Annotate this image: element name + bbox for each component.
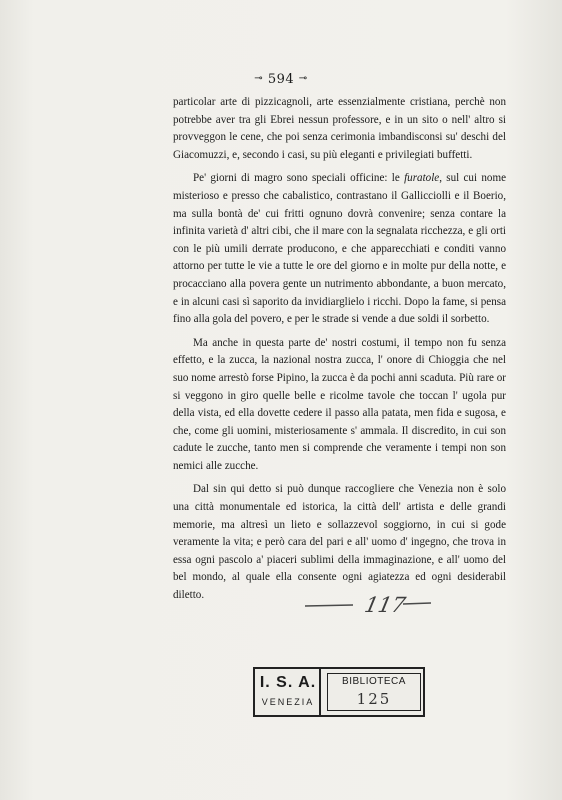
stamp-institute: I. S. A. <box>259 674 317 691</box>
handwritten-dash-left <box>305 605 353 606</box>
italic-term: furatole <box>404 172 440 185</box>
stamp-right-panel <box>327 673 421 711</box>
page-number <box>0 72 562 87</box>
stamp-library: BIBLIOTECA <box>342 676 406 687</box>
text-run: Pe' giorni di magro sono speciali officine: le <box>193 172 405 185</box>
page-number-value: 594 <box>267 72 295 87</box>
stamp-city: VENEZIA <box>261 697 315 707</box>
stamp-left-panel <box>255 669 321 715</box>
handwritten-number: 117 <box>362 593 408 617</box>
paragraph <box>173 94 506 164</box>
ornament-left: ⊸ <box>254 73 264 84</box>
paragraph <box>173 481 506 604</box>
stamp-number: 125 <box>356 690 392 708</box>
text-run: particolar arte di pizzicagnoli, arte essenzialmente cristiana, perchè non potrebbe aver tra gli Ebrei nessun professore, e in un sito o nell' altro si provveggon le cene, che poi senza cerimonia imbandisconsi su' deschi del Giacomuzzi, e, secondo i casi, su più eleganti e privilegiati buffetti. <box>173 96 506 161</box>
paragraph <box>173 170 506 328</box>
text-run: Ma anche in questa parte de' nostri costumi, il tempo non fu senza effetto, e la zucca, la nazional nostra zucca, l' onore di Chioggia che nel suo nome arrestò forse Pipino, la zucca è da pochi anni scaduta. Più rare or si veggono in giro quelle belle e ricolme tavole che toccan l' ugola pur della vista, ed ella dovette cedere il passo alla patata, men fida e sugosa, e che, come gli uomini, misteriosamente s' ammala. Il discredito, in cui son cadute le zucche, tanto men si comprende che veramente i tempi non son nemici alle zucche. <box>173 336 506 472</box>
text-run: , sul cui nome misterioso e presso che cabalistico, contrastano il Gallicciolli e il Boerio, ma sulla bontà de' cui fritti ognuno dovrà convenire; senza contare la infinita varietà d' altri cibi, che il mare con la segnalata ricchezza, e gli orti con le più umili derrate producono, e che apparecchiati e conditi vanno attorno per tutte le vie a tutte le ore del giorno e in molte pur della notte, e procacciano alla povera gente un nutrimento abbondante, a buon mercato, e in alcuni casi sì saporito da invidiarglielo i ricchi. Dopo la fame, si pensa fino alla gola del povero, e per le strade si vende a due soldi il sorbetto. <box>173 172 506 326</box>
ornament-right: ⊸ <box>298 73 308 84</box>
paragraph <box>173 335 506 476</box>
text-run: Dal sin qui detto si può dunque raccogliere che Venezia non è solo una città monumentale ed istorica, la città dell' artista e delle grandi memorie, ma altresì un lieto e sollazzevol soggiorno, in cui si gode veramente la vita; e però cara del pari e all' uomo d' ingegno, che trova in essa ogni pascolo a' piaceri sublimi della immaginazione, e all' uomo del bel mondo, al quale ella consente ogni agiatezza ed ogni desiderabil diletto. <box>173 483 506 602</box>
body-text <box>173 94 506 605</box>
handwritten-dash-right <box>403 603 431 604</box>
library-stamp <box>253 667 425 717</box>
